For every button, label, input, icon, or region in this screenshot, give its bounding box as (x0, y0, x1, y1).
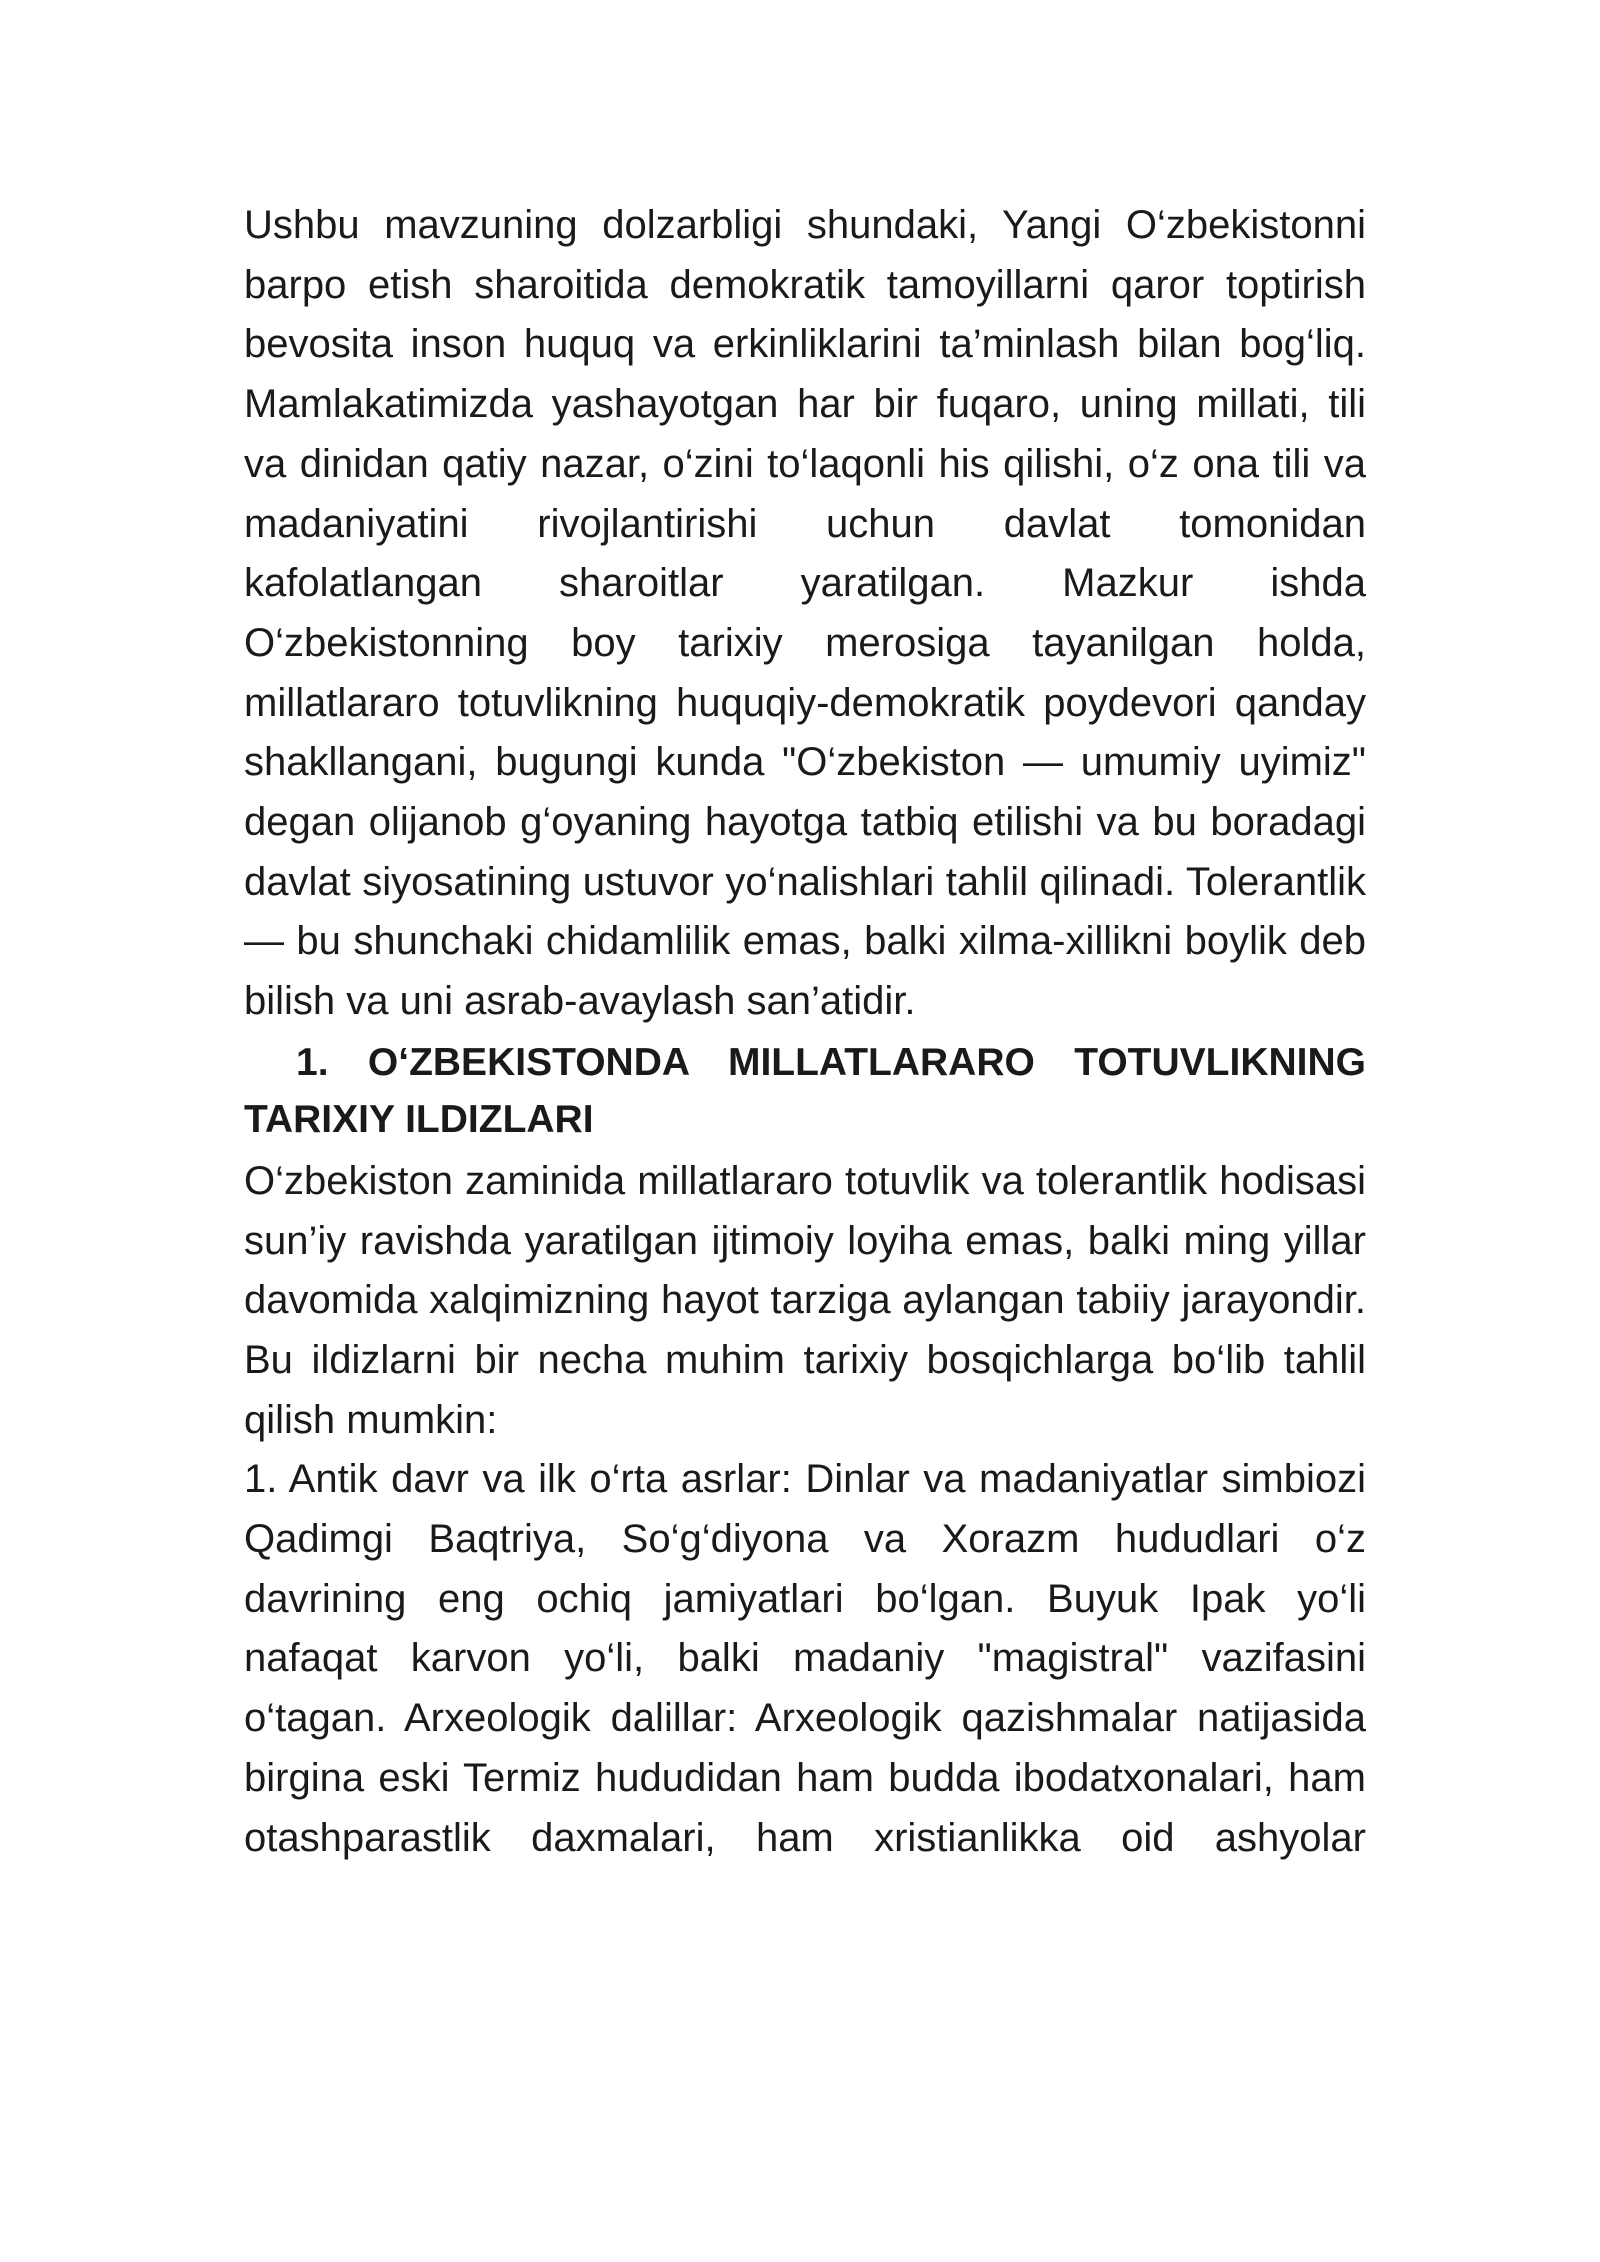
section-heading: 1. O‘ZBEKISTONDA MILLATLARARO TOTUVLIKNING TARIXIY ILDIZLARI (244, 1040, 1366, 1141)
list-paragraph: 1. Antik davr va ilk o‘rta asrlar: Dinlar va madaniyatlar simbiozi Qadimgi Baqtriya, So‘g‘diyona va Xorazm hududlari o‘z davrining eng ochiq jamiyatlari bo‘lgan. Buyuk Ipak yo‘li nafaqat karvon yo‘li, balki madaniy "magistral" vazifasini o‘tagan. Arxeologik dalillar: Arxeologik qazishmalar natijasida birgina eski Termiz hududidan ham budda ibodatxonalari, ham otashparastlik daxmalari, ham xristianlikka oid ashyolar (244, 1457, 1366, 1860)
intro-paragraph: Ushbu mavzuning dolzarbligi shundaki, Yangi O‘zbekistonni barpo etish sharoitida demokratik tamoyillarni qaror toptirish bevosita inson huquq va erkinliklarini ta’minlash bilan bog‘liq. Mamlakatimizda yashayotgan har bir fuqaro, uning millati, tili va dinidan qatiy nazar, o‘zini to‘laqonli his qilishi, o‘z ona tili va madaniyatini rivojlantirishi uchun davlat tomonidan kafolatlangan sharoitlar yaratilgan. Mazkur ishda O‘zbekistonning boy tarixiy merosiga tayanilgan holda, millatlararo totuvlikning huquqiy-demokratik poydevori qanday shakllangani, bugungi kunda "O‘zbekiston — umumiy uyimiz" degan olijanob g‘oyaning hayotga tatbiq etilishi va bu boradagi davlat siyosatining ustuvor yo‘nalishlari tahlil qilinadi. Tolerantlik — bu shunchaki chidamlilik emas, balki xilma-xillikni boylik deb bilish va uni asrab-avaylash san’atidir. (244, 203, 1366, 1024)
section-paragraph: O‘zbekiston zaminida millatlararo totuvlik va tolerantlik hodisasi sun’iy ravishda yaratilgan ijtimoiy loyiha emas, balki ming yillar davomida xalqimizning hayot tarziga aylangan tabiiy jarayondir. Bu ildizlarni bir necha muhim tarixiy bosqichlarga bo‘lib tahlil qilish mumkin: (244, 1158, 1366, 1442)
document-body (244, 196, 1366, 1868)
